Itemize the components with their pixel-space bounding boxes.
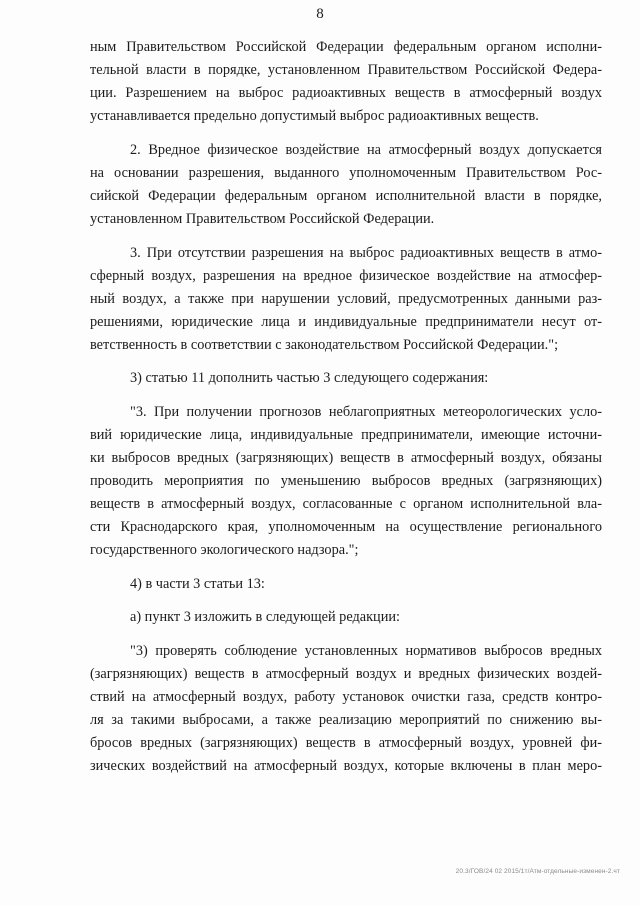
text-line: устанавливается предельно допустимый выброс радиоактивных веществ.: [90, 108, 539, 125]
paragraph: [90, 139, 602, 231]
text-line: 3. При отсутствии разрешения на выброс радиоактивных веществ в атмо-: [130, 244, 602, 261]
text-line: сферный воздух, разрешения на вредное физическое воздействие на атмосфер-: [90, 267, 602, 284]
text-line: ствий на атмосферный воздух, работу установок очистки газа, средств контро-: [90, 689, 602, 706]
text-line: установленном Правительством Российской Федерации.: [90, 211, 435, 228]
text-line: сти Краснодарского края, уполномоченным на осуществление регионального: [90, 519, 602, 536]
paragraph: [90, 242, 602, 357]
text-line: а) пункт 3 изложить в следующей редакции:: [130, 609, 400, 626]
text-line: ки выбросов вредных (загрязняющих) веществ в атмосферный воздух, обязаны: [90, 450, 602, 467]
text-line: ля за такими выбросами, а также реализацию мероприятий по снижению вы-: [90, 712, 602, 729]
text-line: "3) проверять соблюдение установленных нормативов выбросов вредных: [130, 642, 602, 659]
paragraph: [90, 401, 602, 563]
text-line: бросов вредных (загрязняющих) веществ в атмосферный воздух, уровней фи-: [90, 735, 602, 752]
text-line: "3. При получении прогнозов неблагоприятных метеорологических усло-: [130, 403, 602, 420]
text-line: проводить мероприятия по уменьшению выбросов вредных (загрязняющих): [90, 473, 602, 490]
text-line: зических воздействий на атмосферный воздух, которые включены в план меро-: [90, 758, 602, 775]
text-line: ции. Разрешением на выброс радиоактивных веществ в атмосферный воздух: [90, 85, 602, 102]
paragraph: [90, 640, 602, 779]
footer-file-stamp: 20.3/ГОВ/24 02 2015/1т/Атм-отдельные-изменен-2.чт: [455, 868, 620, 875]
paragraph: [90, 606, 602, 629]
paragraph: [90, 367, 602, 390]
text-line: сийской Федерации федеральным органом исполнительной власти в порядке,: [90, 187, 602, 204]
text-line: веществ в атмосферный воздух, согласованные с органом исполнительной вла-: [90, 496, 602, 513]
text-line: ветственность в соответствии с законодательством Российской Федерации.";: [90, 336, 559, 353]
text-line: государственного экологического надзора.";: [90, 542, 359, 559]
text-line: на основании разрешения, выданного уполномоченным Правительством Рос-: [90, 164, 602, 181]
text-line: ный воздух, а также при нарушении условий, предусмотренных данными раз-: [90, 290, 602, 307]
text-line: вий юридические лица, индивидуальные предприниматели, имеющие источни-: [90, 426, 602, 443]
paragraph: [90, 36, 602, 128]
document-body: [90, 36, 602, 789]
text-line: ным Правительством Российской Федерации федеральным органом исполни-: [90, 39, 602, 55]
paragraph: [90, 573, 602, 596]
text-line: решениями, юридические лица и индивидуальные предприниматели несут от-: [90, 313, 602, 330]
text-line: 3) статью 11 дополнить частью 3 следующего содержания:: [130, 370, 489, 387]
text-line: (загрязняющих) веществ в атмосферный воздух и вредных физических воздей-: [90, 665, 602, 682]
text-line: 2. Вредное физическое воздействие на атмосферный воздух допускается: [130, 141, 602, 158]
text-line: тельной власти в порядке, установленном Правительством Российской Федера-: [90, 62, 602, 79]
page-number: 8: [316, 6, 324, 22]
text-line: 4) в части 3 статьи 13:: [130, 575, 265, 592]
